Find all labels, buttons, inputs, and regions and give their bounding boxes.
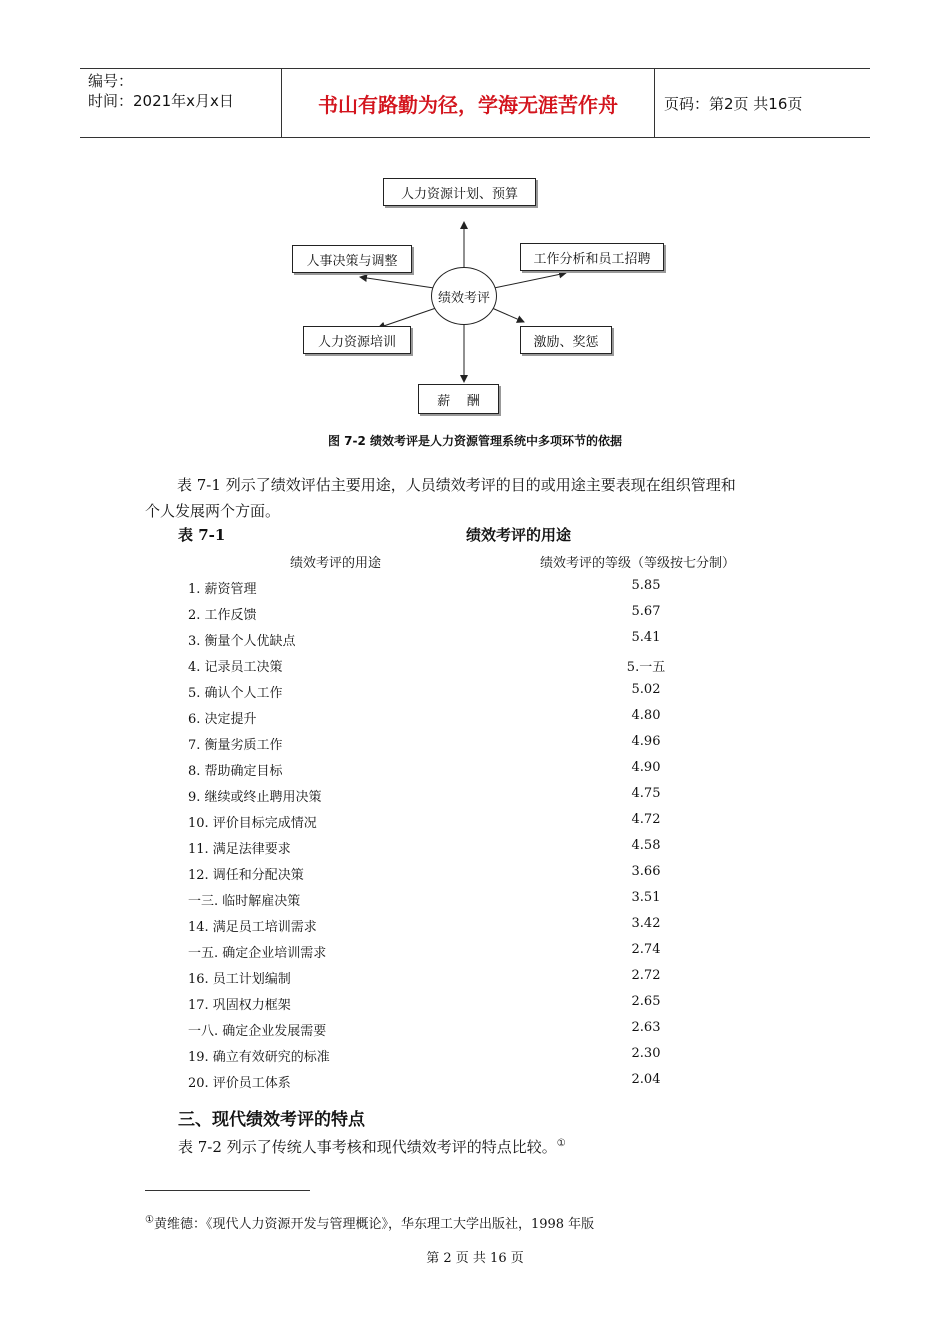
row-score: 2.74 xyxy=(631,942,661,957)
table-row xyxy=(0,578,950,604)
table-row xyxy=(0,760,950,786)
row-use: 16. 员工计划编制 xyxy=(188,972,291,987)
row-score: 4.75 xyxy=(631,786,661,801)
table-title: 绩效考评的用途 xyxy=(466,526,572,544)
node-personnel-decision: 人事决策与调整 xyxy=(292,245,412,273)
row-use: 8. 帮助确定目标 xyxy=(188,764,283,779)
intro-line-2: 个人发展两个方面。 xyxy=(145,502,281,520)
row-use: 11. 满足法律要求 xyxy=(188,842,291,857)
row-score: 4.72 xyxy=(631,812,661,827)
table-row xyxy=(0,812,950,838)
row-score: 5.41 xyxy=(631,630,661,645)
row-score: 4.96 xyxy=(631,734,661,749)
time-label: 时间：2021年x月x日 xyxy=(88,92,234,110)
table-row xyxy=(0,916,950,942)
table-row xyxy=(0,1020,950,1046)
row-use: 3. 衡量个人优缺点 xyxy=(188,634,296,649)
table-label: 表 7-1 xyxy=(178,526,226,544)
row-score: 4.80 xyxy=(631,708,661,723)
node-job-analysis: 工作分析和员工招聘 xyxy=(520,243,664,271)
node-hr-plan: 人力资源计划、预算 xyxy=(383,178,536,206)
table-row xyxy=(0,1046,950,1072)
number-label: 编号： xyxy=(88,72,134,90)
footnote-text: 黄维德：《现代人力资源开发与管理概论》，华东理工大学出版社，1998 年版 xyxy=(153,1217,595,1232)
table-row xyxy=(0,604,950,630)
table-row xyxy=(0,682,950,708)
footnote xyxy=(145,1213,594,1232)
row-use: 17. 巩固权力框架 xyxy=(188,998,291,1013)
row-use: 4. 记录员工决策 xyxy=(188,660,283,675)
node-performance-appraisal: 绩效考评 xyxy=(431,267,497,325)
footnote-divider xyxy=(145,1190,310,1191)
table-row xyxy=(0,708,950,734)
header-meta xyxy=(80,69,282,137)
header-page-info: 页码：第2页 共16页 xyxy=(664,94,803,113)
row-score: 3.51 xyxy=(631,890,661,905)
row-use: 10. 评价目标完成情况 xyxy=(188,816,317,831)
table-row xyxy=(0,734,950,760)
table-row xyxy=(0,656,950,682)
row-use: 19. 确立有效研究的标准 xyxy=(188,1050,330,1065)
row-use: 1. 薪资管理 xyxy=(188,582,257,597)
hr-diagram xyxy=(270,170,690,420)
column-header-use: 绩效考评的用途 xyxy=(290,556,382,571)
row-use: 9. 继续或终止聘用决策 xyxy=(188,790,322,805)
row-use: 12. 调任和分配决策 xyxy=(188,868,304,883)
section-text-body: 表 7-2 列示了传统人事考核和现代绩效考评的特点比较。 xyxy=(178,1138,557,1156)
table-row xyxy=(0,864,950,890)
page-header xyxy=(80,68,870,138)
row-use: 14. 满足员工培训需求 xyxy=(188,920,317,935)
row-score: 3.42 xyxy=(631,916,661,931)
section-text xyxy=(178,1131,848,1160)
column-header-score: 绩效考评的等级（等级按七分制） xyxy=(540,556,736,571)
header-motto: 书山有路勤为径，学海无涯苦作舟 xyxy=(282,69,655,137)
table-row xyxy=(0,942,950,968)
page-footer: 第 2 页 共 16 页 xyxy=(426,1251,524,1266)
figure-caption: 图 7-2 绩效考评是人力资源管理系统中多项环节的依据 xyxy=(327,434,623,448)
row-score: 2.04 xyxy=(631,1072,661,1087)
row-use: 一五. 确定企业培训需求 xyxy=(188,946,327,961)
row-score: 2.30 xyxy=(631,1046,661,1061)
footnote-mark: ① xyxy=(145,1214,154,1226)
row-score: 5.67 xyxy=(631,604,661,619)
table-row xyxy=(0,1072,950,1098)
intro-paragraph xyxy=(145,472,815,524)
row-use: 一三. 临时解雇决策 xyxy=(188,894,301,909)
row-score: 5.一五 xyxy=(626,660,666,675)
node-incentive: 激励、奖惩 xyxy=(520,326,612,354)
row-score: 5.02 xyxy=(631,682,661,697)
section-heading: 三、现代绩效考评的特点 xyxy=(178,1110,365,1130)
row-score: 2.63 xyxy=(631,1020,661,1035)
row-use: 6. 决定提升 xyxy=(188,712,257,727)
row-score: 4.90 xyxy=(631,760,661,775)
intro-line-1: 表 7-1 列示了绩效评估主要用途，人员绩效考评的目的或用途主要表现在组织管理和 xyxy=(177,476,736,494)
row-use: 20. 评价员工体系 xyxy=(188,1076,291,1091)
row-use: 7. 衡量劣质工作 xyxy=(188,738,283,753)
row-score: 5.85 xyxy=(631,578,661,593)
node-salary: 薪 酬 xyxy=(418,384,499,414)
row-use: 5. 确认个人工作 xyxy=(188,686,283,701)
table-row xyxy=(0,838,950,864)
row-use: 2. 工作反馈 xyxy=(188,608,257,623)
node-hr-training: 人力资源培训 xyxy=(303,326,411,354)
table-row xyxy=(0,994,950,1020)
table-row xyxy=(0,786,950,812)
row-use: 一八. 确定企业发展需要 xyxy=(188,1024,327,1039)
table-row xyxy=(0,630,950,656)
row-score: 2.72 xyxy=(631,968,661,983)
table-row xyxy=(0,890,950,916)
row-score: 4.58 xyxy=(631,838,661,853)
table-row xyxy=(0,968,950,994)
row-score: 3.66 xyxy=(631,864,661,879)
footnote-ref: ① xyxy=(556,1138,566,1149)
row-score: 2.65 xyxy=(631,994,661,1009)
